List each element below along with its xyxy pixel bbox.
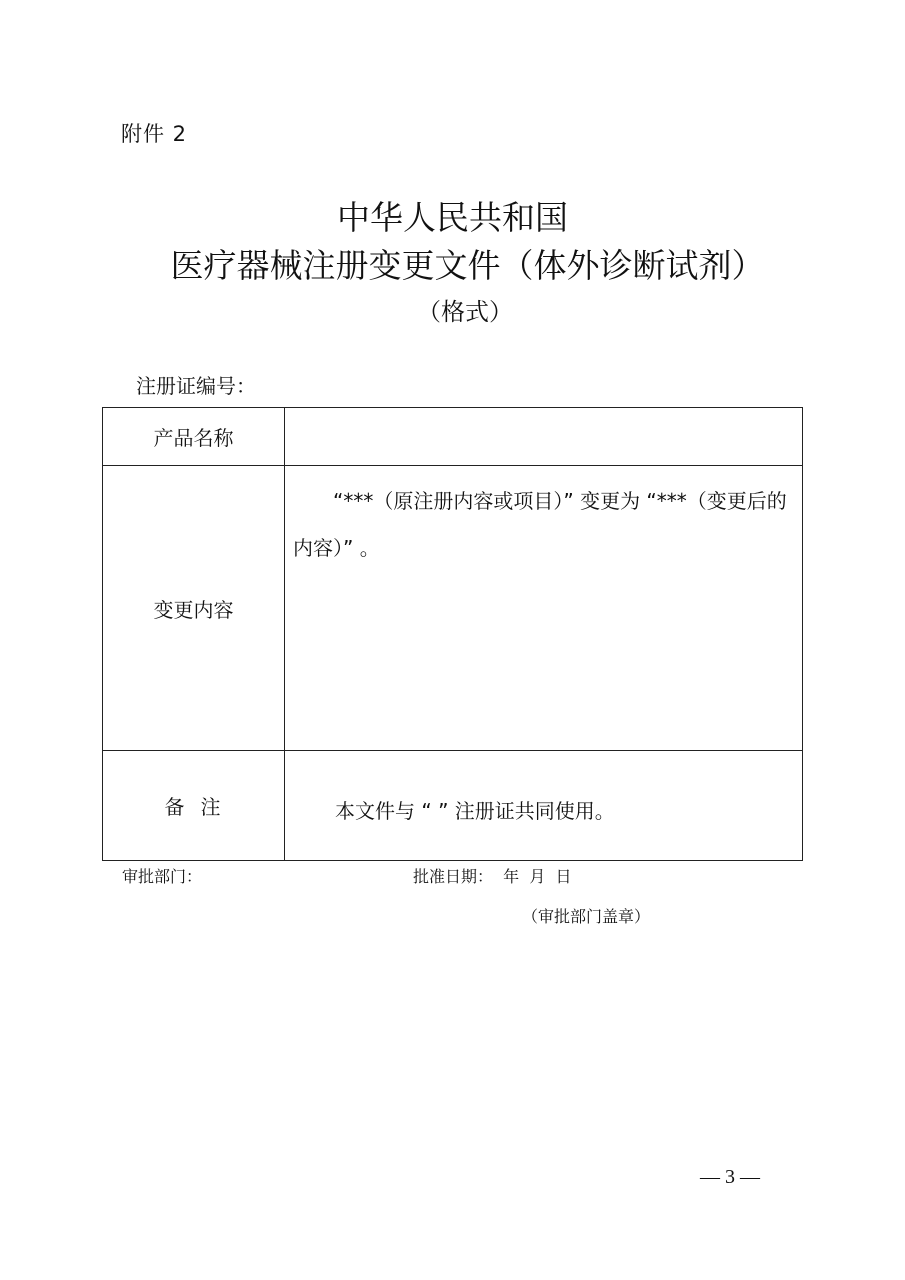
change-document-table <box>102 407 803 861</box>
note-text: 本文件与 “ ” 注册证共同使用。 <box>335 798 615 823</box>
note-label: 备注 <box>164 795 237 819</box>
note-cell <box>285 751 803 861</box>
change-content-cell <box>285 466 803 751</box>
attachment-label: 附件 2 <box>121 122 188 146</box>
table-row-product-name <box>103 408 803 466</box>
document-title-main: 医疗器械注册变更文件（体外诊断试剂） <box>170 246 765 285</box>
table-row-change-content <box>103 466 803 751</box>
product-name-value <box>285 408 803 466</box>
change-content-text: “***（原注册内容或项目）” 变更为 “***（变更后的内容）” 。 <box>293 489 787 560</box>
page-number: — 3 — <box>700 1166 760 1188</box>
note-label-cell <box>103 751 285 861</box>
approval-date-label: 批准日期： 年 月 日 <box>413 867 572 886</box>
registration-number-label: 注册证编号： <box>136 374 256 398</box>
table-row-note <box>103 751 803 861</box>
change-content-label: 变更内容 <box>103 466 285 751</box>
document-title-country: 中华人民共和国 <box>337 198 568 237</box>
document-title-format: （格式） <box>417 298 513 326</box>
approval-department-label: 审批部门： <box>122 867 203 886</box>
approval-seal-label: （审批部门盖章） <box>522 907 651 926</box>
product-name-label: 产品名称 <box>103 408 285 466</box>
